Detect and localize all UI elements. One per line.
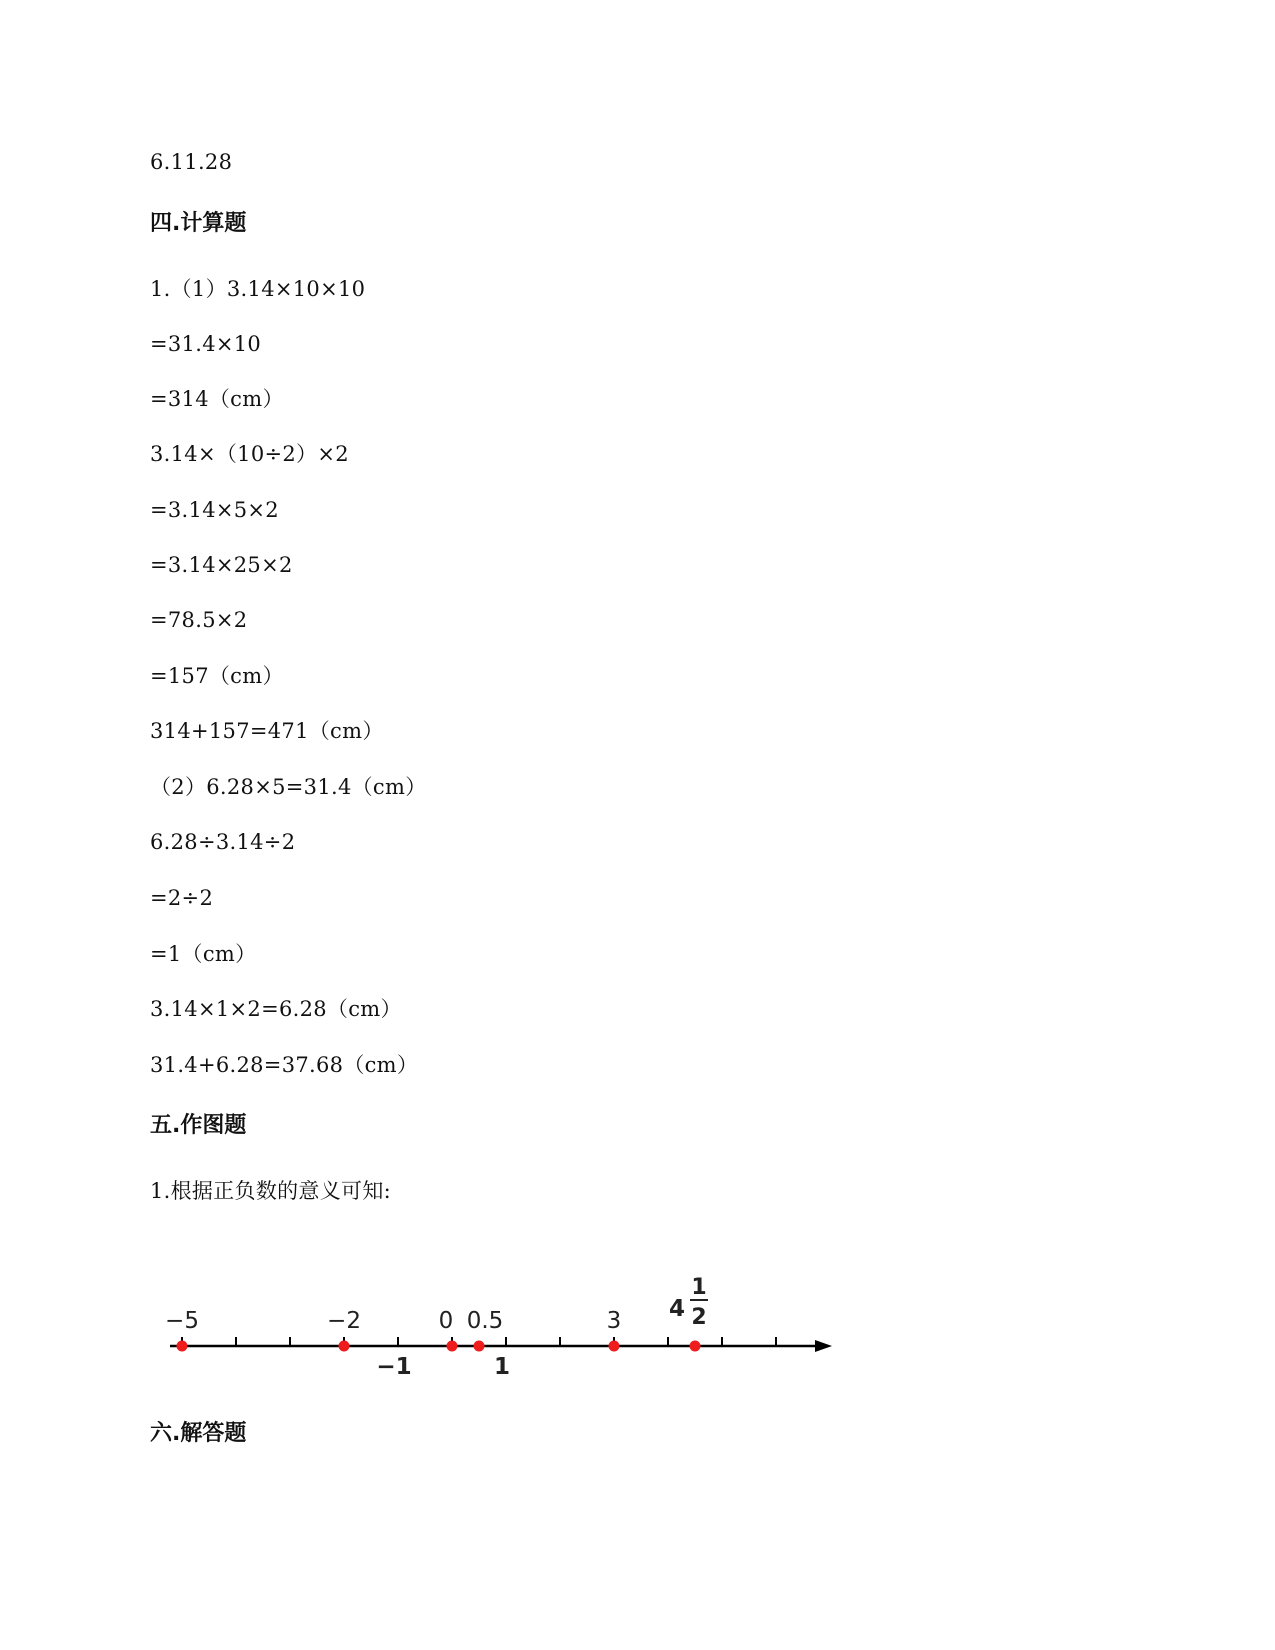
calc-line: 31.4+6.28=37.68（cm） xyxy=(150,1053,419,1077)
calc-line: =1（cm） xyxy=(150,942,257,966)
number-line-label: −5 xyxy=(165,1308,199,1334)
calc-line: （2）6.28×5=31.4（cm） xyxy=(150,775,427,799)
calc-line: =2÷2 xyxy=(150,886,214,910)
number-line-arrowhead xyxy=(815,1340,832,1352)
number-line-figure xyxy=(150,1270,850,1400)
number-line-label: 1 xyxy=(493,1354,511,1380)
number-line-label: 1 xyxy=(691,1275,707,1300)
number-line-point xyxy=(474,1341,485,1352)
number-line-label: −2 xyxy=(327,1308,361,1334)
number-line-label: 2 xyxy=(691,1305,707,1330)
calc-line: =78.5×2 xyxy=(150,608,248,632)
number-line-label: 0.5 xyxy=(466,1308,504,1334)
calc-line: =314（cm） xyxy=(150,387,284,411)
calc-line: 3.14×1×2=6.28（cm） xyxy=(150,997,402,1021)
number-line-label: 4 xyxy=(668,1296,686,1322)
answer-line: 6.11.28 xyxy=(150,150,233,174)
number-line-label: 3 xyxy=(606,1308,622,1334)
drawing-intro: 1.根据正负数的意义可知: xyxy=(150,1179,392,1203)
number-line-label: 0 xyxy=(438,1308,454,1334)
section-heading-answers: 六.解答题 xyxy=(150,1421,247,1446)
number-line-label: −1 xyxy=(376,1354,412,1380)
calc-line: =157（cm） xyxy=(150,664,284,688)
calc-line: 3.14×（10÷2）×2 xyxy=(150,442,349,466)
number-line-point xyxy=(339,1341,350,1352)
section-heading-drawing: 五.作图题 xyxy=(150,1113,247,1138)
calc-line: =31.4×10 xyxy=(150,332,262,356)
calc-line: =3.14×5×2 xyxy=(150,498,279,522)
section-heading-calculation: 四.计算题 xyxy=(150,211,247,236)
number-line-point xyxy=(690,1341,701,1352)
number-line-labels xyxy=(165,1275,708,1380)
calc-line: 314+157=471（cm） xyxy=(150,719,384,743)
calc-line: =3.14×25×2 xyxy=(150,553,293,577)
calc-line: 6.28÷3.14÷2 xyxy=(150,830,296,854)
number-line-point xyxy=(447,1341,458,1352)
number-line-point xyxy=(177,1341,188,1352)
number-line-point xyxy=(609,1341,620,1352)
calc-line: 1.（1）3.14×10×10 xyxy=(150,277,366,301)
